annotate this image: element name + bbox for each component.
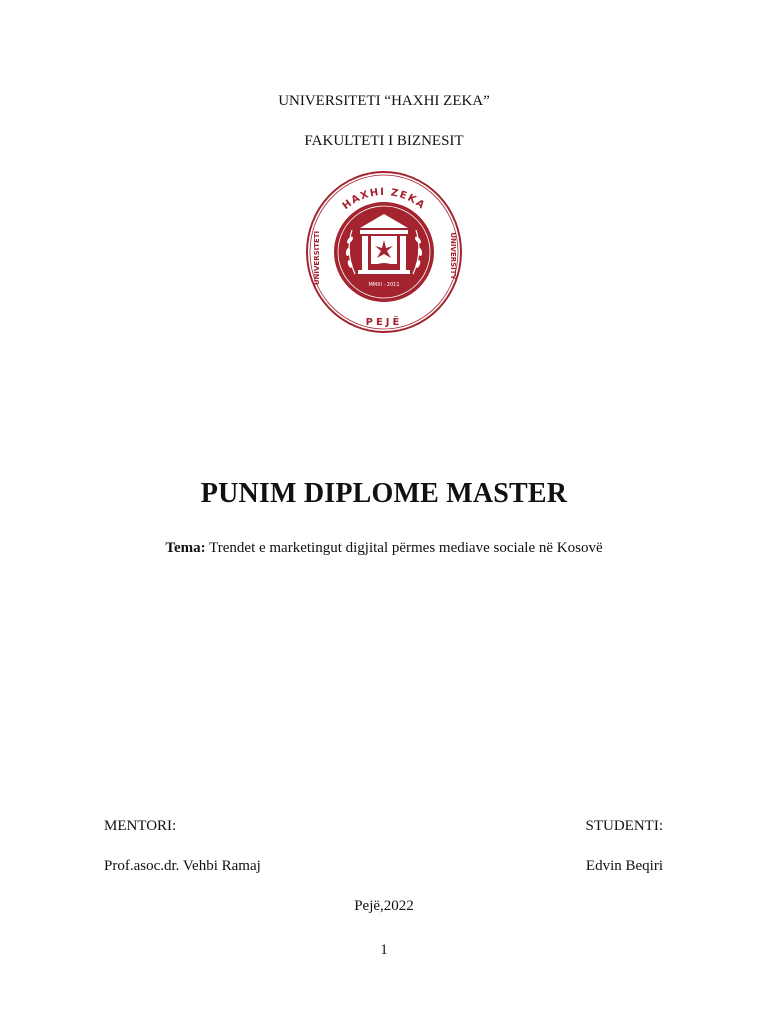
seal-right-text: UNIVERSITY bbox=[449, 232, 457, 280]
seal-left-text: UNIVERSITETI bbox=[313, 230, 321, 286]
university-name: UNIVERSITETI “HAXHI ZEKA” bbox=[278, 93, 490, 109]
student-name: Edvin Beqiri bbox=[585, 858, 663, 874]
seal-top-text: HAXHI ZEKA bbox=[340, 186, 428, 213]
topic-label: Tema: bbox=[165, 540, 206, 556]
university-seal-logo bbox=[305, 170, 463, 334]
document-title: PUNIM DIPLOME MASTER bbox=[200, 478, 568, 509]
student-label: STUDENTI: bbox=[585, 818, 663, 834]
seal-year: MMXI · 2011 bbox=[368, 282, 400, 288]
place-date: Pejë,2022 bbox=[354, 898, 414, 914]
mentor-label: MENTORI: bbox=[104, 818, 177, 834]
seal-bottom-text: PEJË bbox=[365, 317, 403, 328]
page-number: 1 bbox=[380, 942, 388, 958]
mentor-name: Prof.asoc.dr. Vehbi Ramaj bbox=[104, 858, 261, 874]
faculty-name: FAKULTETI I BIZNESIT bbox=[304, 133, 464, 149]
topic-text: Trendet e marketingut digjital përmes mediave sociale në Kosovë bbox=[205, 540, 603, 556]
topic-line bbox=[0, 540, 768, 557]
seal-graphic bbox=[305, 170, 463, 334]
